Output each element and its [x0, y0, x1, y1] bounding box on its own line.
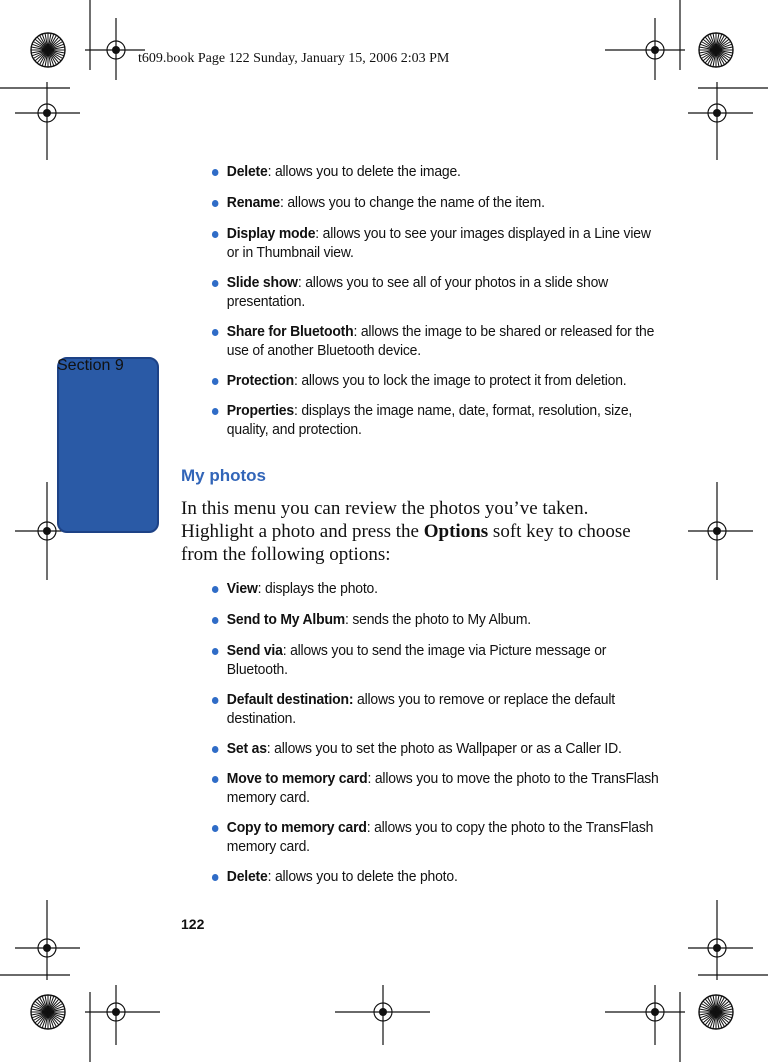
image-options-list — [211, 162, 655, 439]
option-term: Display mode — [226, 225, 316, 242]
option-description: : allows you to send the image via Picture message or Bluetooth. — [226, 642, 607, 678]
list-item — [211, 641, 664, 679]
option-description: : allows you to delete the image. — [267, 163, 461, 180]
option-term: Share for Bluetooth — [226, 323, 354, 340]
options-key-label: Options — [423, 521, 489, 542]
option-description: : allows you to change the name of the item. — [279, 194, 545, 211]
section-tab — [57, 357, 159, 533]
photo-options-list — [211, 579, 659, 886]
option-description: : allows you to move the photo to the TransFlash memory card. — [226, 770, 659, 806]
list-item — [211, 739, 664, 758]
list-item — [211, 193, 664, 212]
option-term: Set as — [226, 740, 267, 757]
list-item — [211, 322, 664, 360]
option-description: : allows you to see all of your photos in a slide show presentation. — [226, 274, 609, 310]
option-term: Send to My Album — [226, 611, 345, 628]
section-heading: My photos — [181, 466, 266, 485]
option-term: Copy to memory card — [226, 819, 367, 836]
list-item — [211, 371, 664, 390]
list-item — [211, 818, 664, 856]
option-description: : displays the photo. — [257, 580, 378, 597]
option-description: : sends the photo to My Album. — [344, 611, 531, 628]
list-item — [211, 769, 664, 807]
list-item — [211, 224, 664, 262]
list-item — [211, 579, 664, 598]
option-term: Send via — [226, 642, 283, 659]
option-description: : allows you to set the photo as Wallpaper or as a Caller ID. — [266, 740, 622, 757]
option-description: : allows the image to be shared or released for the use of another Bluetooth device. — [226, 323, 655, 359]
list-item — [211, 401, 664, 439]
section-tab-label: Section 9 — [57, 357, 124, 374]
option-term: Protection — [226, 372, 294, 389]
list-item — [211, 273, 664, 311]
option-description: : allows you to lock the image to protect it from deletion. — [293, 372, 627, 389]
option-description: : allows you to delete the photo. — [267, 868, 458, 885]
intro-paragraph — [181, 497, 651, 566]
option-description: : allows you to copy the photo to the TransFlash memory card. — [226, 819, 654, 855]
page-number: 122 — [181, 916, 205, 932]
paragraph-text-end: soft key to choose from the following options: — [181, 521, 631, 565]
option-term: Delete — [226, 163, 268, 180]
list-item — [211, 610, 664, 629]
option-description: : displays the image name, date, format, resolution, size, quality, and protection. — [226, 402, 633, 438]
option-description: : allows you to see your images displayed in a Line view or in Thumbnail view. — [226, 225, 651, 261]
option-term: Default destination: — [226, 691, 354, 708]
list-item — [211, 690, 664, 728]
list-item — [211, 867, 664, 886]
option-term: Slide show — [226, 274, 298, 291]
option-description: allows you to remove or replace the default destination. — [226, 691, 615, 727]
paragraph-text: In this menu you can review the photos you’ve taken. Highlight a photo and press the — [181, 498, 589, 542]
option-term: Rename — [226, 194, 280, 211]
option-term: Properties — [226, 402, 294, 419]
option-term: Delete — [226, 868, 268, 885]
print-header-note: t609.book Page 122 Sunday, January 15, 2006 2:03 PM — [138, 51, 450, 66]
list-item — [211, 162, 664, 181]
option-term: View — [226, 580, 258, 597]
option-term: Move to memory card — [226, 770, 368, 787]
